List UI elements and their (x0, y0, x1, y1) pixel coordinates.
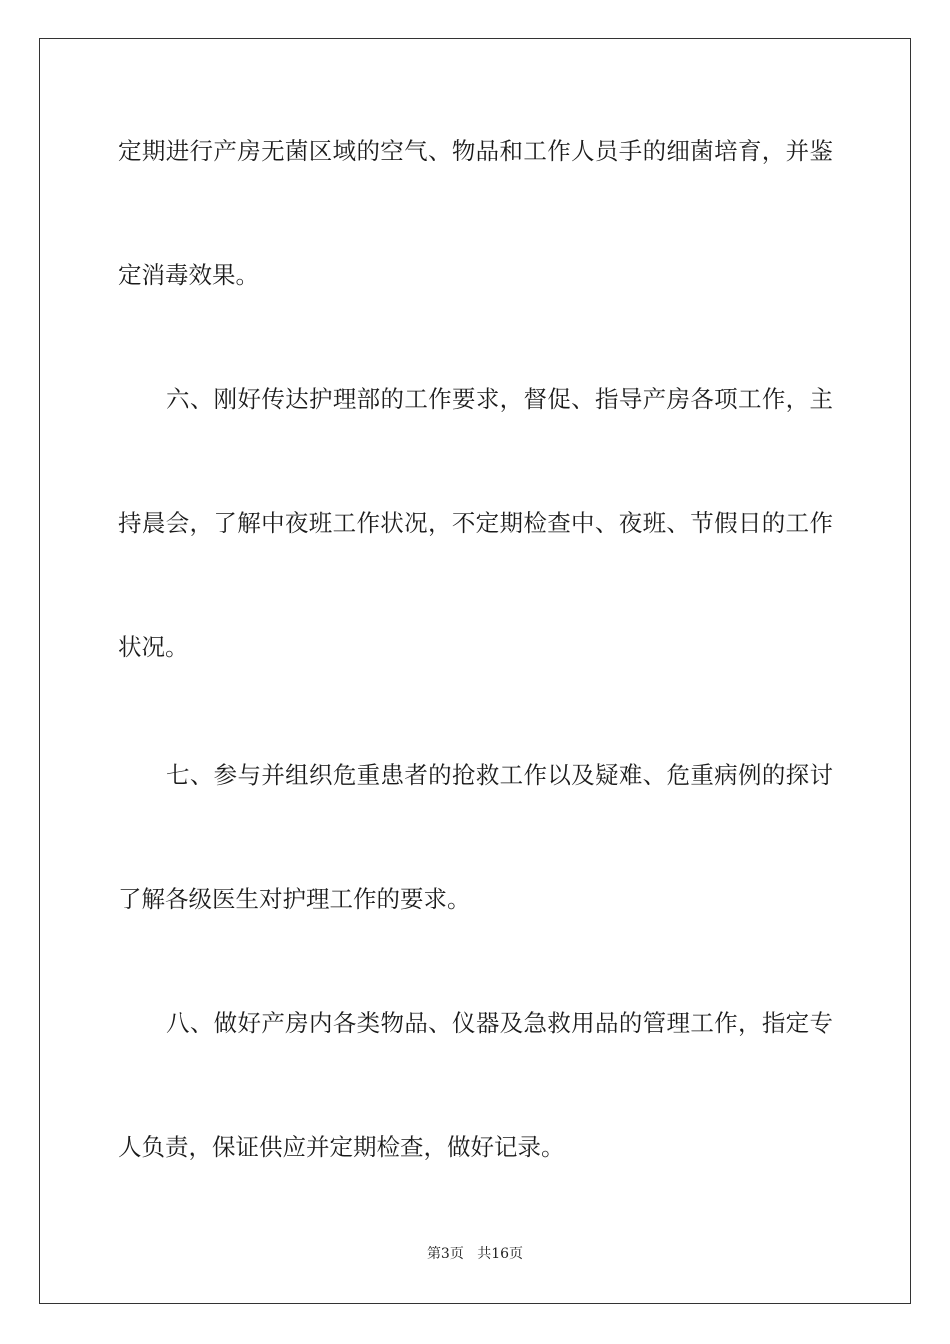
page-border (39, 38, 911, 1304)
page-footer (0, 1244, 950, 1264)
paragraph-line: 定消毒效果。 (118, 261, 259, 289)
paragraph-line: 定期进行产房无菌区域的空气、物品和工作人员手的细菌培育，并鉴 (118, 137, 833, 165)
page-total: 共16页 (477, 1246, 524, 1262)
paragraph-line: 了解各级医生对护理工作的要求。 (118, 885, 471, 913)
paragraph-line: 状况。 (118, 633, 189, 661)
paragraph-line: 人负责，保证供应并定期检查，做好记录。 (118, 1133, 565, 1161)
paragraph-line: 七、参与并组织危重患者的抢救工作以及疑难、危重病例的探讨 (166, 761, 833, 789)
paragraph-line: 六、刚好传达护理部的工作要求，督促、指导产房各项工作，主 (166, 385, 833, 413)
page-number: 第3页 (426, 1246, 464, 1262)
paragraph-line: 持晨会，了解中夜班工作状况，不定期检查中、夜班、节假日的工作 (118, 509, 833, 537)
paragraph-line: 八、做好产房内各类物品、仪器及急救用品的管理工作，指定专 (166, 1009, 833, 1037)
